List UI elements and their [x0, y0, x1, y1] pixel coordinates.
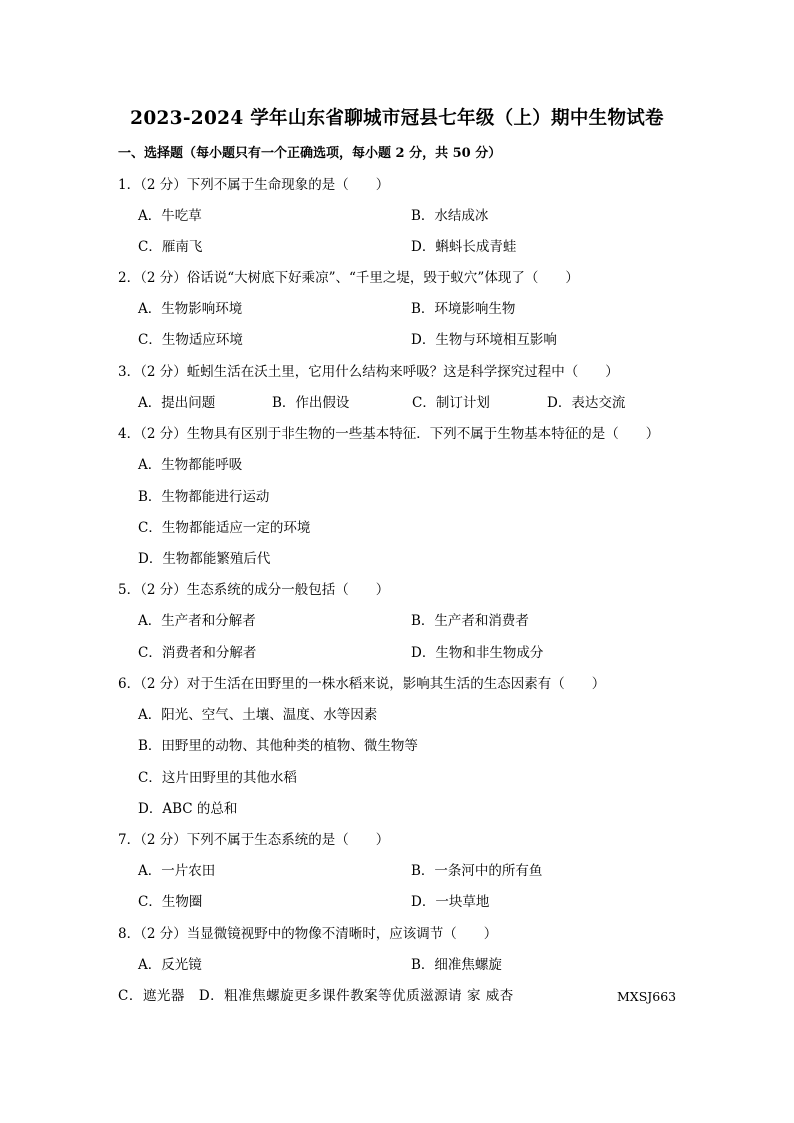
page-title: 2023-2024 学年山东省聊城市冠县七年级（上）期中生物试卷: [130, 108, 664, 129]
option-d: D．表达交流: [547, 395, 626, 411]
option-b: B．水结成冰: [411, 208, 489, 224]
option-c: C．雁南飞: [138, 239, 203, 255]
option-d: D．生物与环境相互影响: [411, 332, 557, 348]
option-a: A．生物影响环境: [138, 301, 243, 317]
option-b: B．作出假设: [272, 395, 350, 411]
option-a: A．牛吃草: [138, 208, 202, 224]
option-b: B．一条河中的所有鱼: [411, 863, 543, 879]
question-stem: 1．（2 分）下列不属于生命现象的是（ ）: [118, 177, 390, 193]
option-b: B．生产者和消费者: [411, 613, 529, 629]
question-stem: 6．（2 分）对于生活在田野里的一株水稻来说，影响其生活的生态因素有（ ）: [118, 676, 606, 692]
question-stem: 2．（2 分）俗话说“大树底下好乘凉”、“千里之堤，毁于蚁穴”体现了（ ）: [118, 270, 579, 286]
footer-text: C．遮光器 D．粗准焦螺旋更多课件教案等优质滋源请 家 威杏: [118, 988, 514, 1004]
question-stem: 5．（2 分）生态系统的成分一般包括（ ）: [118, 582, 390, 598]
option-c: C．制订计划: [412, 395, 490, 411]
option-a: A．阳光、空气、土壤、温度、水等因素: [138, 707, 378, 723]
option-d: D．生物和非生物成分: [411, 645, 544, 661]
section-heading: 一、选择题（每小题只有一个正确选项，每小题 2 分，共 50 分）: [118, 146, 502, 161]
option-b: B．细准焦螺旋: [411, 957, 502, 973]
option-d: D．生物都能繁殖后代: [138, 551, 271, 567]
question-stem: 7．（2 分）下列不属于生态系统的是（ ）: [118, 832, 390, 848]
option-c: C．生物圈: [138, 894, 203, 910]
option-b: B．环境影响生物: [411, 301, 516, 317]
option-c: C．消费者和分解者: [138, 645, 257, 661]
option-c: C．生物适应环境: [138, 332, 243, 348]
option-d: D．一块草地: [411, 894, 490, 910]
option-d: D．蝌蚪长成青蛙: [411, 239, 517, 255]
option-a: A．生产者和分解者: [138, 613, 256, 629]
question-stem: 8．（2 分）当显微镜视野中的物像不清晰时，应该调节（ ）: [118, 926, 498, 942]
option-b: B．田野里的动物、其他种类的植物、微生物等: [138, 738, 418, 754]
option-d: D．ABC 的总和: [138, 801, 238, 817]
question-stem: 3．（2 分）蚯蚓生活在沃土里，它用什么结构来呼吸？这是科学探究过程中（ ）: [118, 364, 619, 380]
footer-code: MXSJ663: [617, 989, 677, 1004]
option-a: A．一片农田: [138, 863, 216, 879]
question-stem: 4．（2 分）生物具有区别于非生物的一些基本特征．下列不属于生物基本特征的是（ ）: [118, 426, 660, 442]
option-a: A．反光镜: [138, 957, 202, 973]
option-a: A．生物都能呼吸: [138, 457, 243, 473]
option-c: C．这片田野里的其他水稻: [138, 770, 297, 786]
option-a: A．提出问题: [138, 395, 216, 411]
option-c: C．生物都能适应一定的环境: [138, 520, 311, 536]
option-b: B．生物都能进行运动: [138, 489, 270, 505]
